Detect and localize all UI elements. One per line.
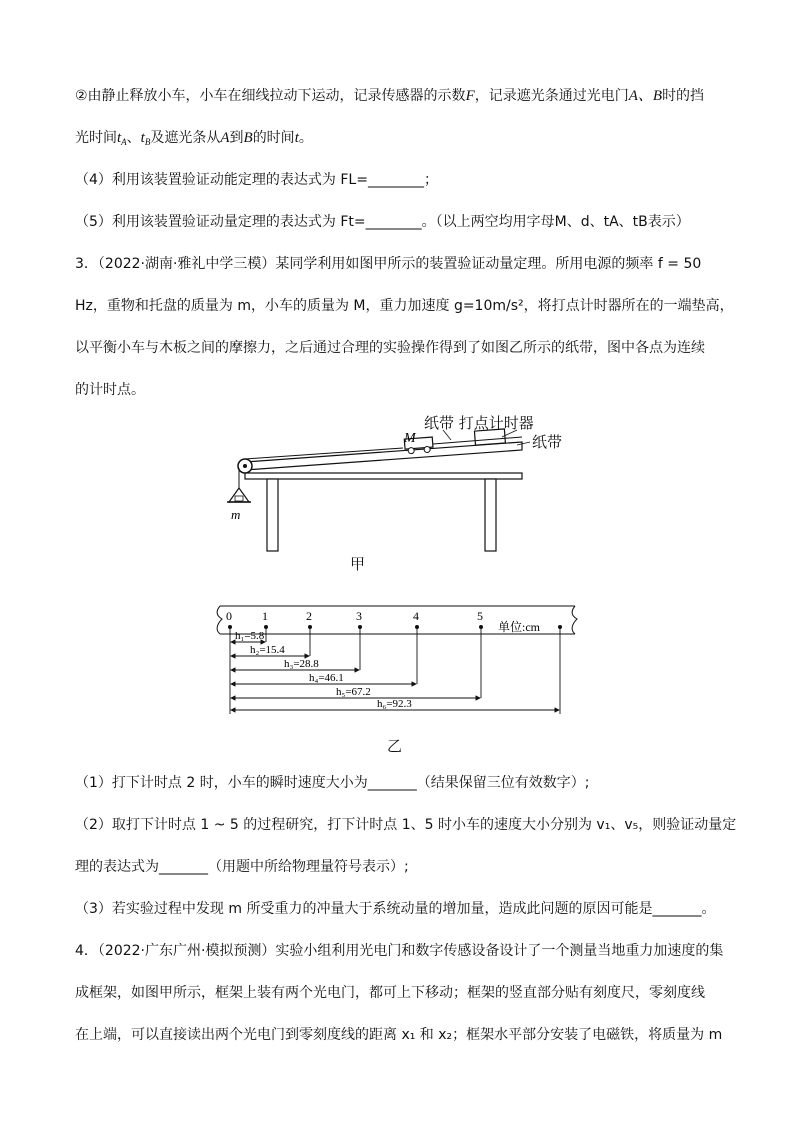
point-label: 5: [477, 609, 483, 623]
table-leg-right: [485, 479, 496, 551]
text-span: 。: [298, 130, 313, 146]
point-label: 0: [226, 609, 232, 623]
table-leg-left: [267, 479, 278, 551]
text-span: 时的挡: [662, 88, 705, 104]
label-tape: 纸带: [532, 433, 563, 451]
var-t: t: [294, 130, 299, 146]
subscript: B: [144, 137, 151, 147]
text-span: 光时间: [75, 130, 117, 146]
tape-end-right: [572, 606, 577, 634]
point-label: 4: [413, 609, 419, 623]
question-4: （4）利用该装置验证动能定理的表达式为 FL=________；: [75, 172, 438, 188]
text-span: 及遮光条从: [150, 130, 221, 146]
subscript: A: [121, 137, 127, 147]
question-5: （5）利用该装置验证动量定理的表达式为 Ft=________。（以上两空均用字母M、d、tA、tB表示）: [75, 214, 690, 230]
dim-label-h6: h₆=92.3: [377, 698, 412, 710]
text-span: ，记录遮光条通过光电门: [474, 88, 629, 104]
var-B: B: [243, 130, 253, 146]
text-span: 的时间: [252, 130, 295, 146]
text-line-1: [75, 86, 704, 106]
unit-label: 单位:cm: [498, 620, 540, 634]
caption-yi: 乙: [387, 737, 403, 755]
label-m: m: [231, 507, 241, 522]
caption-jia: 甲: [350, 555, 366, 573]
point-label: 1: [262, 609, 268, 623]
table-top: [245, 473, 522, 479]
var-F: F: [465, 88, 475, 104]
problem-3-line-1: 3．（2022·湖南·雅礼中学三模）某同学利用如图甲所示的装置验证动量定理。所用电源的频率 f = 50: [75, 256, 702, 272]
question-3-2-line-1: （2）取打下计时点 1 ~ 5 的过程研究，打下计时点 1、5 时小车的速度大小分别为 v₁、v₅，则验证动量定: [75, 817, 737, 833]
weight: [235, 496, 243, 501]
text-line-2: [75, 128, 313, 152]
tape-end-left: [217, 606, 222, 634]
dim-label-h2: h₂=15.4: [250, 644, 285, 656]
point-label: 2: [306, 609, 312, 623]
figure-paper-tape: [205, 598, 590, 723]
dim-label-h1: h₁=5.8: [235, 630, 265, 642]
problem-3-line-4: 的计时点。: [75, 382, 145, 398]
label-tape-timer: 纸带 打点计时器: [424, 414, 534, 432]
text-span: ②由静止释放小车，小车在细线拉动下运动，记录传感器的示数: [75, 88, 466, 104]
problem-3-line-2: Hz，重物和托盘的质量为 m，小车的质量为 M，重力加速度 g=10m/s²，将打点计时器所在的一端垫高，: [75, 298, 734, 314]
question-3-1: （1）打下计时点 2 时，小车的瞬时速度大小为_______（结果保留三位有效数字）;: [75, 775, 590, 791]
label-M: M: [404, 431, 416, 446]
dim-label-h3: h₃=28.8: [284, 658, 319, 670]
var-AB: A、B: [628, 88, 663, 104]
text-span: 到: [229, 130, 244, 146]
text-span: 、: [126, 130, 141, 146]
problem-4-line-2: 成框架，如图甲所示，框架上装有两个光电门，都可上下移动；框架的竖直部分贴有刻度尺，零刻度线: [75, 985, 705, 1001]
dim-label-h5: h₅=67.2: [336, 686, 371, 698]
question-3-2-line-2: 理的表达式为_______（用题中所给物理量符号表示）;: [75, 859, 409, 875]
problem-3-line-3: 以平衡小车与木板之间的摩擦力，之后通过合理的实验操作得到了如图乙所示的纸带，图中各点为连续: [75, 340, 705, 356]
question-3-3: （3）若实验过程中发现 m 所受重力的冲量大于系统动量的增加量，造成此问题的原因可能是_______。: [75, 901, 716, 917]
var-A: A: [220, 130, 230, 146]
problem-4-line-3: 在上端，可以直接读出两个光电门到零刻度线的距离 x₁ 和 x₂；框架水平部分安装了电磁铁，将质量为 m: [75, 1027, 723, 1043]
var-t: t: [140, 130, 145, 146]
dim-label-h4: h₄=46.1: [309, 672, 344, 684]
point-label: 3: [356, 609, 362, 623]
pulley-axle: [243, 464, 247, 468]
var-t: t: [117, 130, 122, 146]
problem-4-line-1: 4．（2022·广东广州·模拟预测）实验小组利用光电门和数字传感设备设计了一个测量当地重力加速度的集: [75, 943, 724, 959]
